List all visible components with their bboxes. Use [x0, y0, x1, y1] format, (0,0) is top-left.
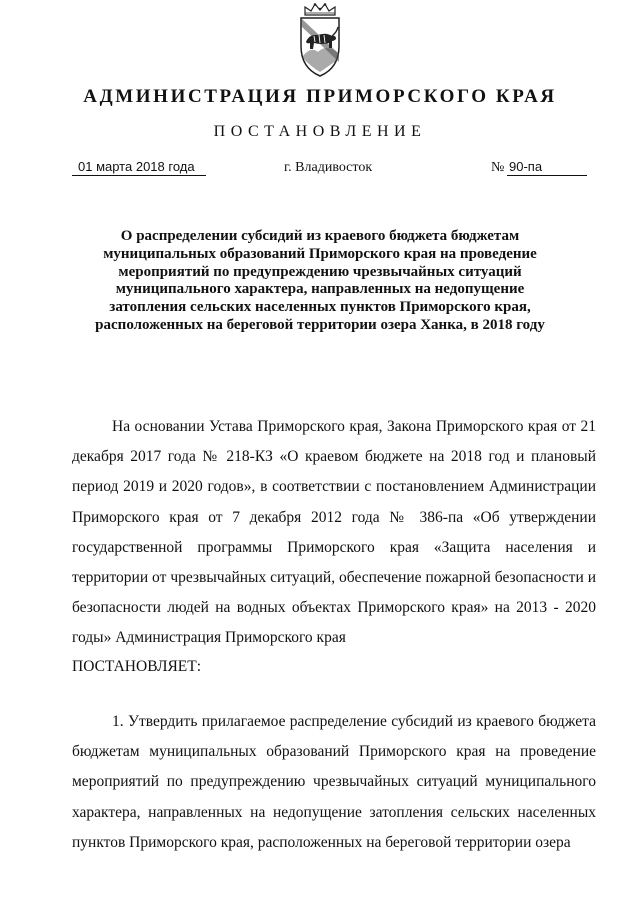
document-date: 01 марта 2018 года: [72, 159, 206, 176]
document-city: г. Владивосток: [284, 160, 373, 175]
document-title: О распределении субсидий из краевого бюджета бюджетам муниципальных образований Приморского края на проведение мероприятий по предупреждению чрезвычайных ситуаций муниципального характера, направленных на недопущение затопления сельских населенных пунктов Приморского края, расположенных на береговой территории озера Ханка, в 2018 году: [95, 228, 545, 333]
document-meta-row: [0, 159, 640, 183]
document-number-label: №: [491, 160, 505, 175]
item-1-paragraph: 1. Утвердить прилагаемое распределение субсидий из краевого бюджета бюджетам муниципальных образований Приморского края на проведение мероприятий по предупреждению чрезвычайных ситуаций муниципального характера, направленных на недопущение затопления сельских населенных пунктов Приморского края, расположенных на береговой территории озера: [72, 713, 596, 851]
authority-heading: АДМИНИСТРАЦИЯ ПРИМОРСКОГО КРАЯ: [83, 86, 557, 107]
document-type-heading: ПОСТАНОВЛЕНИЕ: [213, 123, 427, 140]
primorye-tiger-coat-of-arms-icon: [296, 2, 344, 80]
resolve-heading: ПОСТАНОВЛЯЕТ:: [72, 658, 202, 675]
basis-paragraph: На основании Устава Приморского края, Закона Приморского края от 21 декабря 2017 года № 218-КЗ «О краевом бюджете на 2018 год и плановый период 2019 и 2020 годов», в соответствии с постановлением Администрации Приморского края от 7 декабря 2012 года № 386-па «Об утверждении государственной программы Приморского края «Защита населения и территории от чрезвычайных ситуаций, обеспечение пожарной безопасности и безопасности людей на водных объектах Приморского края» на 2013 - 2020 годы» Администрация Приморского края: [72, 418, 596, 647]
document-number: 90-па: [507, 159, 587, 176]
